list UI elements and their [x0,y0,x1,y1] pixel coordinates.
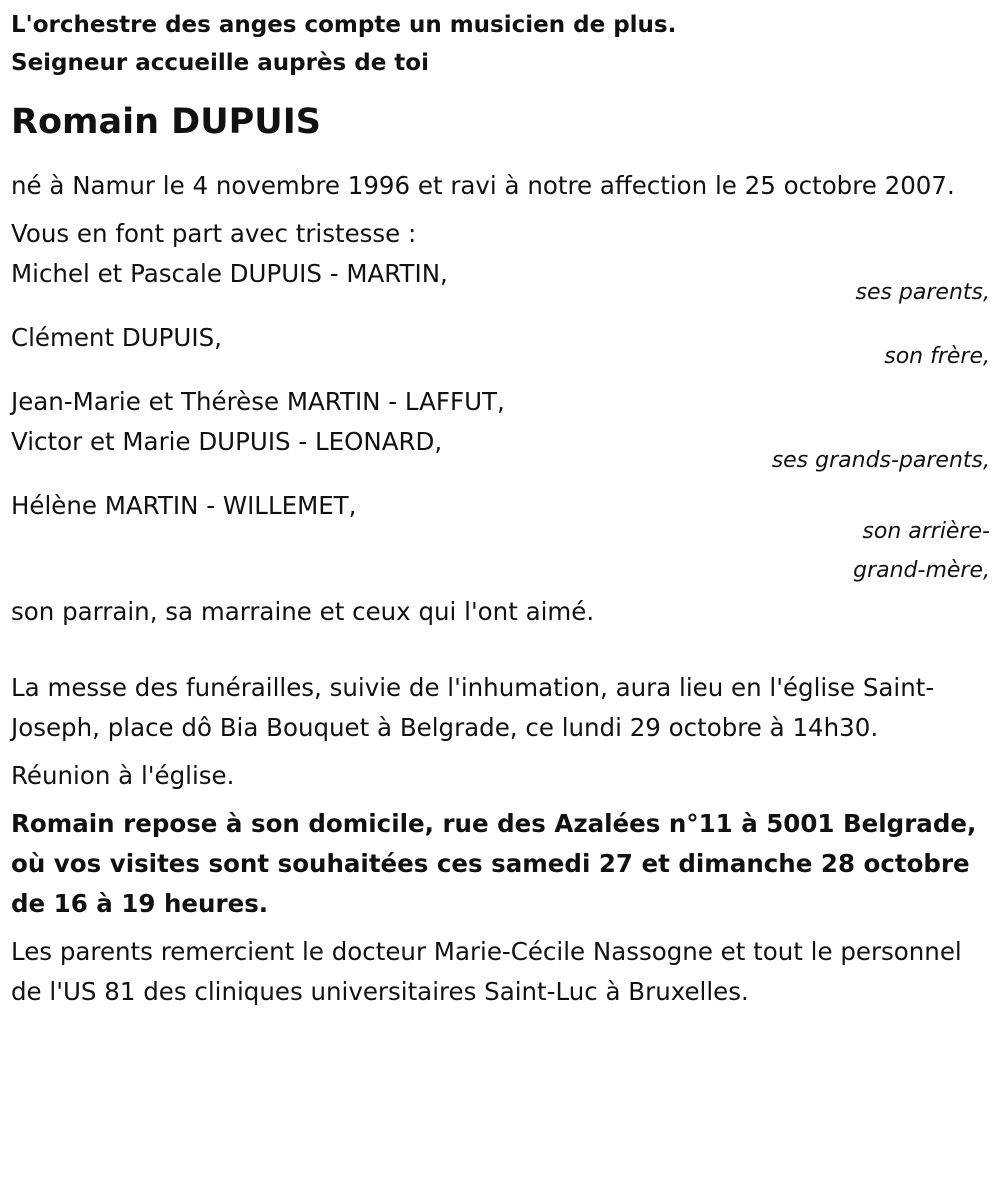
family-group-parents [11,254,990,318]
family-role-line-1: son arrière- [862,519,990,544]
family-names: Hélène MARTIN - WILLEMET, [11,491,357,520]
family-role: son frère, [884,344,990,369]
family-role: ses grands-parents, [771,448,990,473]
visit-text: Romain repose à son domicile, rue des Azalées n°11 à 5001 Belgrade, où vos visites sont souhaitées ces samedi 27 et dimanche 28 octobre de 16 à 19 heures. [11,809,977,918]
birth-text: né à Namur le 4 novembre 1996 et ravi à notre affection le 25 octobre 2007. [11,171,955,200]
closing-family-text: son parrain, sa marraine et ceux qui l'ont aimé. [11,597,595,626]
family-group-brother [11,318,990,382]
intro-line-2: Seigneur accueille auprès de toi [11,50,429,76]
announcement-text: Vous en font part avec tristesse : [11,219,417,248]
family-role-line-2: grand-mère, [853,558,990,583]
family-list [11,254,990,590]
family-names: Victor et Marie DUPUIS - LEONARD, [11,427,443,456]
family-group-great-grandmother [11,486,990,590]
intro-line-1: L'orchestre des anges compte un musicien de plus. [11,12,677,38]
thanks-text: Les parents remercient le docteur Marie-Cécile Nassogne et tout le personnel de l'US 81 des cliniques universitaires Saint-Luc à Bruxelles. [11,937,962,1006]
deceased-name: Romain DUPUIS [11,102,321,142]
reunion-text: Réunion à l'église. [11,761,235,790]
family-names: Michel et Pascale DUPUIS - MARTIN, [11,259,448,288]
funeral-text: La messe des funérailles, suivie de l'inhumation, aura lieu en l'église Saint-Joseph, place dô Bia Bouquet à Belgrade, ce lundi 29 octobre à 14h30. [11,673,935,742]
family-group-grandparents [11,382,990,486]
family-names: Jean-Marie et Thérèse MARTIN - LAFFUT, [11,387,505,416]
family-role: ses parents, [855,280,990,305]
family-names: Clément DUPUIS, [11,323,222,352]
